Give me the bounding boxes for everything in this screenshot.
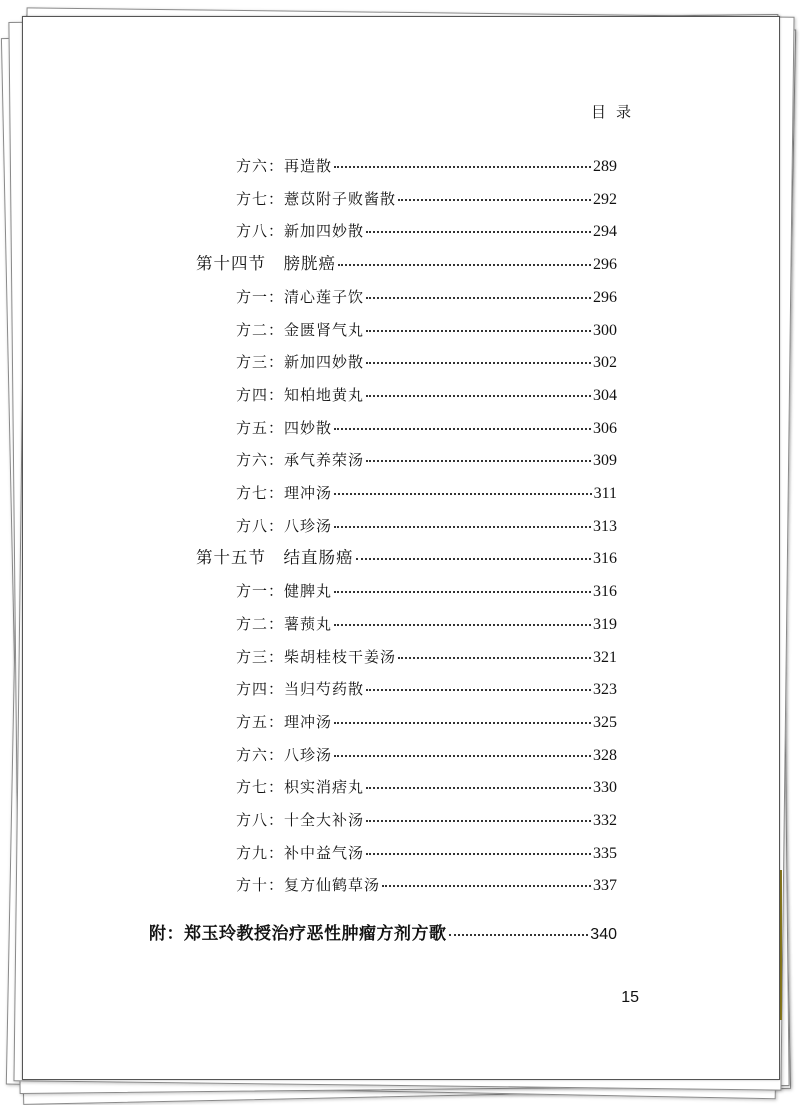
toc-entry[interactable]: [236, 677, 617, 701]
dot-leader: [334, 712, 591, 724]
toc-entry-title: 方八：十全大补汤: [236, 811, 365, 829]
toc-entry-page: 328: [593, 746, 617, 764]
toc-entry-page: 294: [593, 223, 617, 241]
toc-entry-title: 方三：新加四妙散: [236, 353, 365, 372]
dot-leader: [334, 418, 591, 430]
dot-leader: [366, 450, 591, 462]
page-number: 15: [621, 989, 639, 1006]
toc-entry[interactable]: [236, 448, 617, 472]
toc-appendix-entry[interactable]: [149, 922, 617, 946]
dot-leader: [366, 385, 591, 397]
toc-entry-title: 方一：清心莲子饮: [236, 287, 365, 306]
toc-entry-title: 第十四节 膀胱癌: [196, 254, 336, 274]
toc-entry-page: 292: [593, 190, 617, 208]
dot-leader: [334, 745, 591, 757]
toc-entry[interactable]: [236, 350, 617, 374]
dot-leader: [449, 924, 589, 936]
dot-leader: [398, 189, 591, 201]
toc-entry-page: 300: [593, 321, 617, 339]
dot-leader: [366, 320, 591, 332]
toc-entry[interactable]: [236, 808, 617, 832]
toc-entry[interactable]: [236, 481, 617, 505]
toc-entry-title: 方八：新加四妙散: [236, 222, 365, 241]
toc-entry[interactable]: [236, 775, 617, 799]
toc-entry-title: 方五：理冲汤: [236, 712, 333, 731]
dot-leader: [356, 548, 592, 560]
toc-entry[interactable]: [236, 710, 617, 734]
toc-entry-title: 附：郑玉玲教授治疗恶性肿瘤方剂方歌: [149, 924, 447, 945]
dot-leader: [366, 221, 591, 233]
toc-entry[interactable]: [236, 285, 617, 309]
toc-entry[interactable]: [236, 154, 617, 178]
toc-entry[interactable]: [236, 579, 617, 603]
dot-leader: [366, 777, 591, 789]
toc-entry-title: 方八：八珍汤: [236, 516, 333, 535]
toc-entry-page: 311: [593, 485, 617, 502]
dot-leader: [366, 287, 591, 299]
toc-entry-page: 325: [593, 713, 617, 731]
toc-entry-page: 335: [593, 844, 617, 862]
toc-entry-title: 方五：四妙散: [236, 418, 333, 437]
dot-leader: [366, 843, 591, 855]
toc-entry-title: 方二：金匮肾气丸: [236, 320, 365, 339]
toc-entry-title: 方九：补中益气汤: [236, 843, 365, 862]
toc-entry-title: 方六：再造散: [236, 157, 333, 175]
toc-entry[interactable]: [236, 841, 617, 865]
toc-entry[interactable]: [236, 187, 617, 211]
toc-entry-page: 302: [593, 354, 617, 372]
dot-leader: [366, 352, 591, 364]
toc-entry-title: 方二：薯蓣丸: [236, 614, 333, 633]
toc-entry-page: 304: [593, 386, 617, 404]
toc-entry-title: 第十五节 结直肠癌: [196, 548, 354, 568]
dot-leader: [334, 581, 591, 593]
dot-leader: [366, 810, 591, 822]
toc-entry[interactable]: [236, 514, 617, 538]
toc-entry-title: 方七：薏苡附子败酱散: [236, 189, 397, 208]
toc-entry-page: 321: [593, 648, 617, 666]
toc-entry[interactable]: [236, 743, 617, 767]
toc-entry-page: 296: [593, 256, 617, 274]
toc-entry-page: 316: [593, 583, 617, 601]
toc-entry-title: 方四：当归芍药散: [236, 680, 365, 699]
toc-section-entry[interactable]: [196, 252, 617, 276]
dot-leader: [366, 679, 591, 691]
toc-section-entry[interactable]: [196, 546, 617, 570]
dot-leader: [398, 647, 591, 659]
toc-entry-title: 方一：健脾丸: [236, 582, 333, 601]
toc-entry-page: 330: [593, 779, 617, 797]
toc-entry-page: 289: [593, 158, 617, 175]
toc-entry-page: 296: [593, 288, 617, 306]
dot-leader: [334, 156, 591, 168]
toc-entry-title: 方十：复方仙鹤草汤: [236, 876, 381, 895]
toc-entry-page: 340: [590, 926, 617, 944]
toc-entry[interactable]: [236, 383, 617, 407]
toc-entry-page: 332: [593, 812, 617, 829]
toc-entry-page: 316: [593, 550, 617, 568]
toc-entry[interactable]: [236, 219, 617, 243]
toc-entry[interactable]: [236, 318, 617, 342]
toc-entry-title: 方三：柴胡桂枝干姜汤: [236, 647, 397, 666]
running-head: 目录: [590, 103, 641, 121]
toc-entry-page: 313: [593, 517, 617, 535]
toc-entry-page: 323: [593, 681, 617, 699]
toc-entry[interactable]: [236, 416, 617, 440]
dot-leader: [382, 875, 591, 887]
dot-leader: [334, 516, 591, 528]
toc-entry[interactable]: [236, 612, 617, 636]
toc-entry-title: 方七：枳实消痞丸: [236, 778, 365, 797]
dot-leader: [334, 614, 591, 626]
toc-entry-page: 337: [593, 877, 617, 895]
toc-entry-title: 方六：八珍汤: [236, 745, 333, 764]
dot-leader: [338, 254, 591, 266]
toc-entry-title: 方六：承气养荣汤: [236, 451, 365, 470]
toc-entry[interactable]: [236, 873, 617, 897]
toc-entry-title: 方四：知柏地黄丸: [236, 385, 365, 404]
toc-entry-page: 306: [593, 419, 617, 437]
toc-page: [22, 16, 780, 1080]
toc-entry-page: 319: [593, 615, 617, 633]
toc-entry[interactable]: [236, 645, 617, 669]
toc-entry-page: 309: [593, 452, 617, 470]
toc-entry-title: 方七：理冲汤: [236, 484, 333, 502]
dot-leader: [334, 483, 592, 495]
